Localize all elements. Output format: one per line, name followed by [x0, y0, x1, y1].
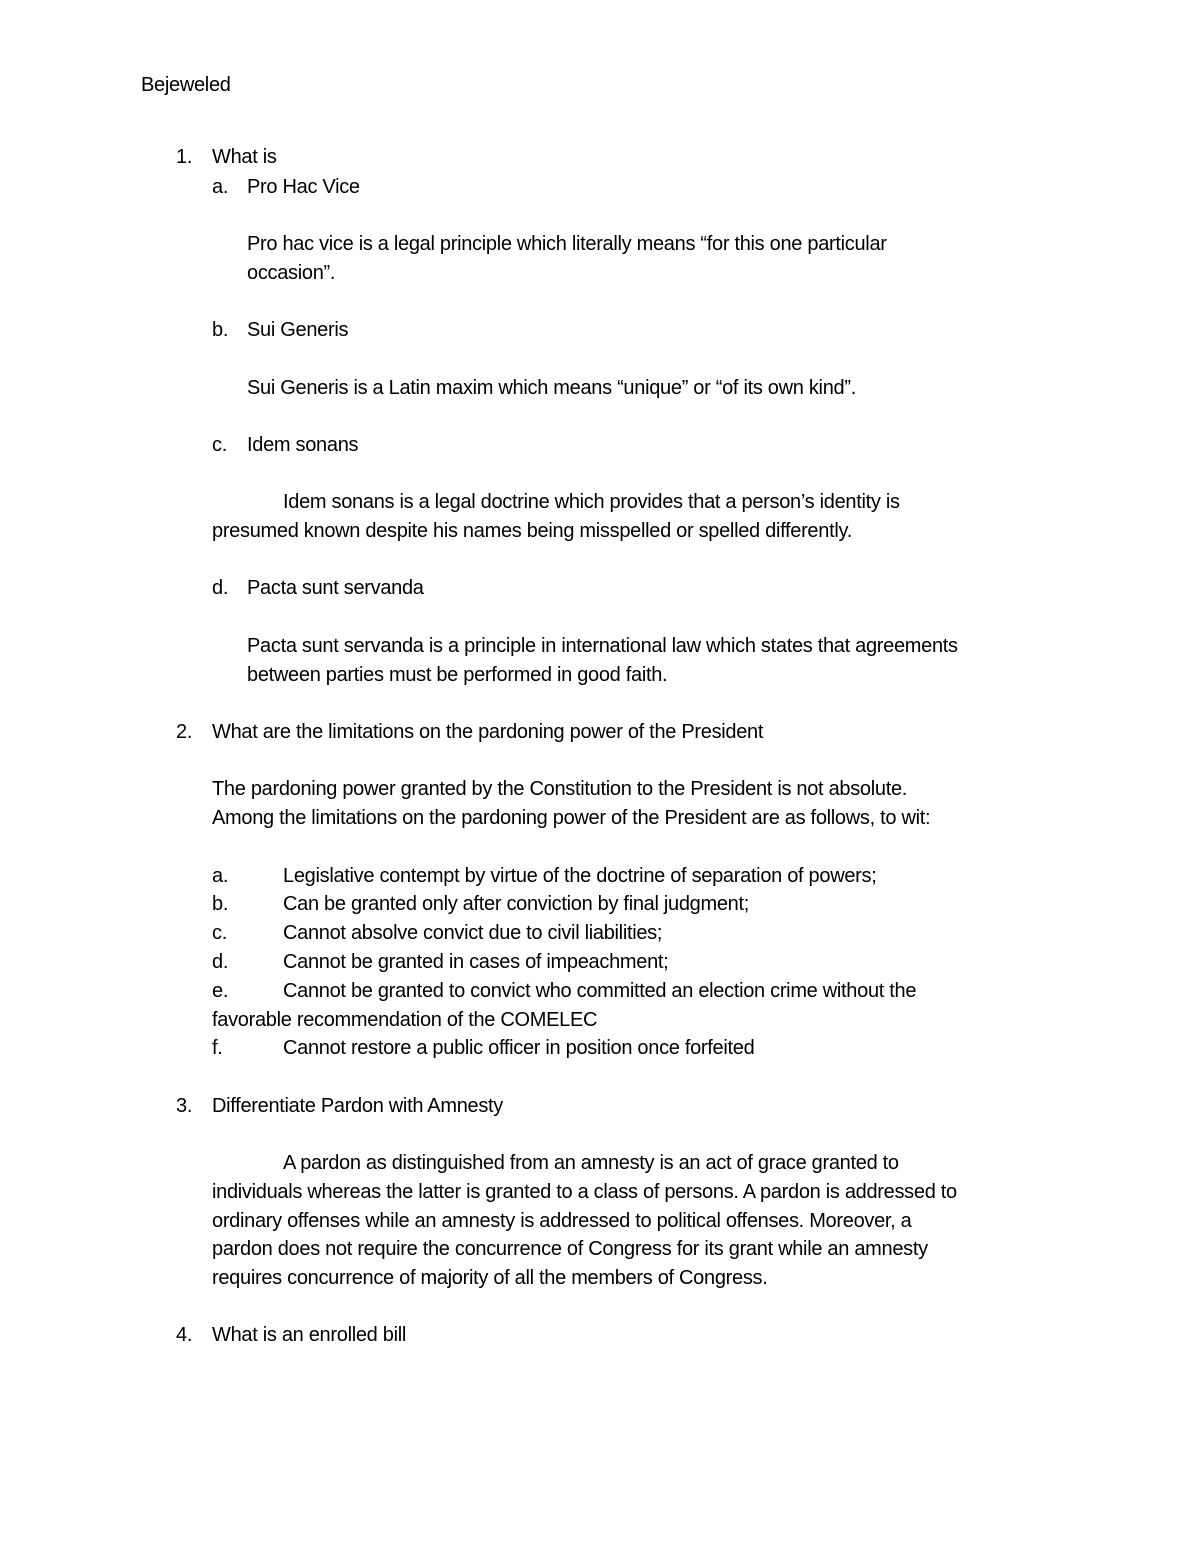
q1c-definition-line: presumed known despite his names being misspelled or spelled differently.: [212, 520, 852, 542]
q1c-term: Idem sonans: [247, 434, 359, 456]
q2-item-text: Legislative contempt by virtue of the doctrine of separation of powers;: [283, 865, 877, 887]
q3-answer-line: requires concurrence of majority of all the members of Congress.: [212, 1267, 768, 1289]
q1b-definition-line: Sui Generis is a Latin maxim which means “unique” or “of its own kind”.: [247, 377, 856, 399]
q2-intro-line: Among the limitations on the pardoning power of the President are as follows, to wit:: [212, 807, 931, 829]
q4-question: What is an enrolled bill: [212, 1324, 407, 1346]
q2-item-text: Can be granted only after conviction by final judgment;: [283, 893, 750, 915]
q1d-letter: d.: [212, 577, 229, 599]
q1a-definition-line: occasion”.: [247, 262, 336, 284]
q4-number: 4.: [176, 1324, 193, 1346]
q3-answer-line: A pardon as distinguished from an amnesty is an act of grace granted to: [283, 1152, 899, 1174]
q2-item-text: Cannot absolve convict due to civil liabilities;: [283, 922, 663, 944]
q1c-letter: c.: [212, 434, 227, 456]
q1d-definition-line: Pacta sunt servanda is a principle in international law which states that agreements: [247, 635, 958, 657]
q2-item-text: Cannot restore a public officer in position once forfeited: [283, 1037, 755, 1059]
q2-item-letter: c.: [212, 922, 227, 944]
q2-question: What are the limitations on the pardoning power of the President: [212, 721, 764, 743]
q3-answer-line: pardon does not require the concurrence of Congress for its grant while an amnesty: [212, 1238, 928, 1260]
q3-question: Differentiate Pardon with Amnesty: [212, 1095, 503, 1117]
q1b-term: Sui Generis: [247, 319, 349, 341]
q1-number: 1.: [176, 146, 193, 168]
q1b-letter: b.: [212, 319, 229, 341]
q1d-definition-line: between parties must be performed in good faith.: [247, 664, 668, 686]
q3-answer-line: individuals whereas the latter is granted to a class of persons. A pardon is addressed to: [212, 1181, 957, 1203]
q2-item-letter: f.: [212, 1037, 223, 1059]
q3-number: 3.: [176, 1095, 193, 1117]
q1a-letter: a.: [212, 176, 229, 198]
q2-intro-line: The pardoning power granted by the Constitution to the President is not absolute.: [212, 778, 908, 800]
document-title: Bejeweled: [141, 74, 231, 96]
q1a-term: Pro Hac Vice: [247, 176, 360, 198]
q1-question: What is: [212, 146, 277, 168]
q2-item-letter: a.: [212, 865, 229, 887]
q3-answer-line: ordinary offenses while an amnesty is addressed to political offenses. Moreover, a: [212, 1210, 912, 1232]
q2-item-text: Cannot be granted in cases of impeachment;: [283, 951, 669, 973]
q1a-definition-line: Pro hac vice is a legal principle which literally means “for this one particular: [247, 233, 887, 255]
q2-item-letter: e.: [212, 980, 229, 1002]
q2-item-letter: b.: [212, 893, 229, 915]
q1c-definition-line: Idem sonans is a legal doctrine which provides that a person’s identity is: [283, 491, 900, 513]
q2-item-text: Cannot be granted to convict who committed an election crime without the: [283, 980, 917, 1002]
q1d-term: Pacta sunt servanda: [247, 577, 424, 599]
q2-item-letter: d.: [212, 951, 229, 973]
q2-number: 2.: [176, 721, 193, 743]
q2-item-continuation: favorable recommendation of the COMELEC: [212, 1009, 598, 1031]
